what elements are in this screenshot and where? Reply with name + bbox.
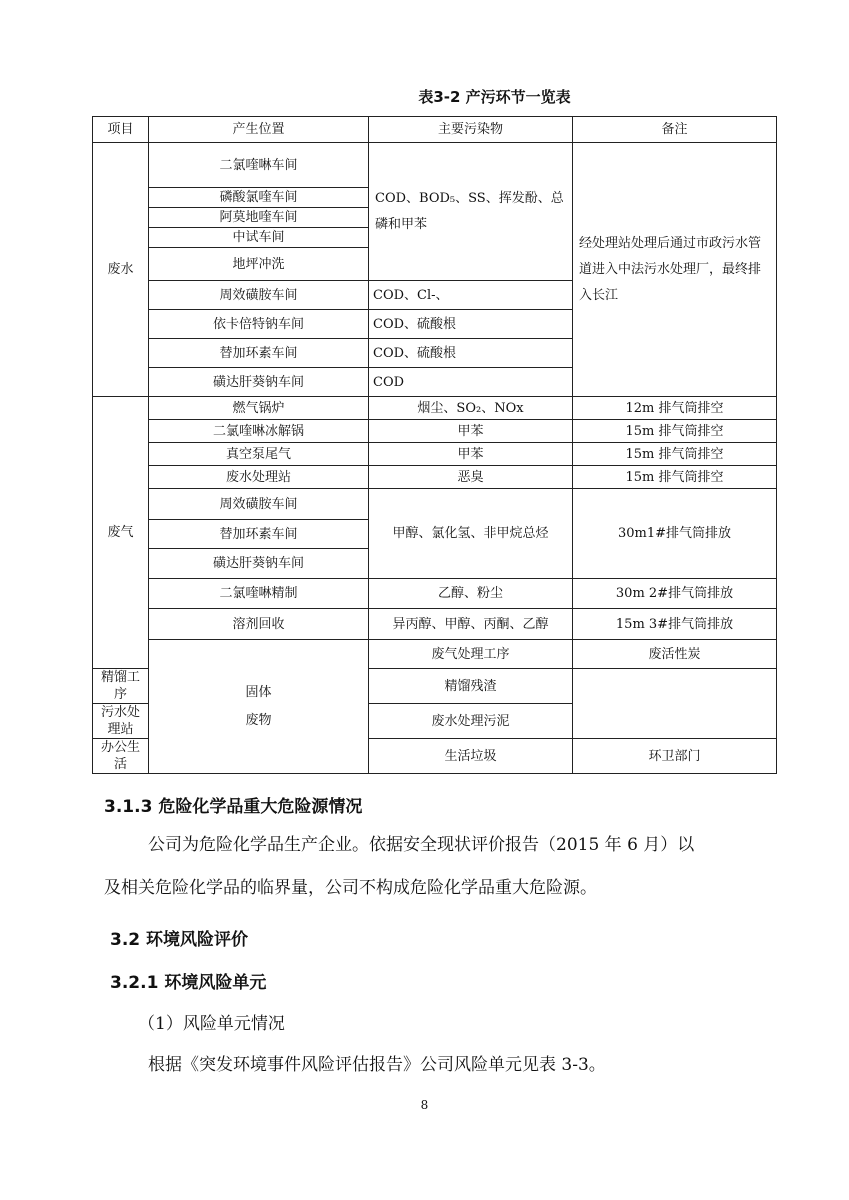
table-caption: 表3-2 产污环节一览表 [418,88,571,106]
location-cell: 废水处理站 [149,466,369,489]
location-cell: 真空泵尾气 [149,443,369,466]
table-row [93,640,777,669]
location-cell: 磺达肝葵钠车间 [149,549,369,579]
pollutant-group-cell: COD、BOD₅、SS、挥发酚、总磷和甲苯 [369,143,573,281]
location-cell: 废气处理工序 [369,640,573,669]
pollutant-cell: 废水处理污泥 [369,704,573,739]
location-cell: 办公生活 [93,739,149,774]
list-item: （1）风险单元情况 [138,1014,285,1034]
location-cell: 阿莫地喹车间 [149,208,369,228]
section-heading-3-1-3: 3.1.3 危险化学品重大危险源情况 [104,797,363,817]
location-cell: 替加环素车间 [149,520,369,549]
table-row [93,443,777,466]
header-cell: 主要污染物 [369,117,573,143]
location-cell: 周效磺胺车间 [149,281,369,310]
section-heading-3-2: 3.2 环境风险评价 [110,930,249,950]
category-line: 固体 [245,684,272,700]
category-wastewater: 废水 [93,143,149,397]
table-row [93,420,777,443]
note-cell: 15m 排气筒排空 [573,466,777,489]
note-cell: 12m 排气筒排空 [573,397,777,420]
table-row [93,609,777,640]
category-line: 废物 [245,712,272,728]
location-cell: 替加环素车间 [149,339,369,368]
pollutant-cell: 废活性炭 [573,640,777,669]
page-number: 8 [420,1098,429,1112]
pollutant-cell: 乙醇、粉尘 [369,579,573,609]
pollutant-cell: 精馏残渣 [369,669,573,704]
paragraph-line: 公司为危险化学品生产企业。依据安全现状评价报告（2015 年 6 月）以 [148,835,695,855]
location-cell: 依卡倍特钠车间 [149,310,369,339]
location-cell: 燃气锅炉 [149,397,369,420]
note-cell: 15m 排气筒排空 [573,443,777,466]
location-cell: 二氯喹啉车间 [149,143,369,188]
header-cell: 项目 [93,117,149,143]
pollutant-cell: COD、Cl-、 [369,281,573,310]
location-cell: 地坪冲洗 [149,248,369,281]
section-heading-3-2-1: 3.2.1 环境风险单元 [110,973,267,993]
note-cell: 15m 3#排气筒排放 [573,609,777,640]
table-row [93,579,777,609]
paragraph-line: 及相关危险化学品的临界量，公司不构成危险化学品重大危险源。 [104,878,597,898]
pollution-table [92,116,777,774]
table-row [93,466,777,489]
pollutant-group-cell: 甲醇、氯化氢、非甲烷总烃 [369,489,573,579]
location-cell: 溶剂回收 [149,609,369,640]
note-group-cell: 30m1#排气筒排放 [573,489,777,579]
pollutant-cell: 甲苯 [369,443,573,466]
header-cell: 产生位置 [149,117,369,143]
location-cell: 磺达肝葵钠车间 [149,368,369,397]
header-cell: 备注 [573,117,777,143]
location-cell: 二氯喹啉精制 [149,579,369,609]
location-cell: 磷酸氯喹车间 [149,188,369,208]
location-cell: 中试车间 [149,228,369,248]
location-cell: 污水处理站 [93,704,149,739]
paragraph-line: 根据《突发环境事件风险评估报告》公司风险单元见表 3-3。 [148,1055,606,1075]
note-cell: 30m 2#排气筒排放 [573,579,777,609]
location-cell: 周效磺胺车间 [149,489,369,520]
location-cell: 二氯喹啉冰解锅 [149,420,369,443]
pollutant-cell: 恶臭 [369,466,573,489]
pollutant-cell: 异丙醇、甲醇、丙酮、乙醇 [369,609,573,640]
pollutant-cell: COD、硫酸根 [369,339,573,368]
table-row [93,489,777,520]
pollutant-cell: 烟尘、SO₂、NOx [369,397,573,420]
note-cell: 15m 排气筒排空 [573,420,777,443]
category-solid-waste [149,640,369,774]
table-row [93,143,777,188]
wastewater-note-cell: 经处理站处理后通过市政污水管道进入中法污水处理厂，最终排入长江 [573,143,777,397]
table-row [93,397,777,420]
category-waste-gas: 废气 [93,397,149,669]
pollutant-cell: COD、硫酸根 [369,310,573,339]
pollutant-cell: COD [369,368,573,397]
pollutant-cell: 甲苯 [369,420,573,443]
pollutant-cell: 生活垃圾 [369,739,573,774]
location-cell: 精馏工序 [93,669,149,704]
table-header-row [93,117,777,143]
note-cell: 环卫部门 [573,739,777,774]
